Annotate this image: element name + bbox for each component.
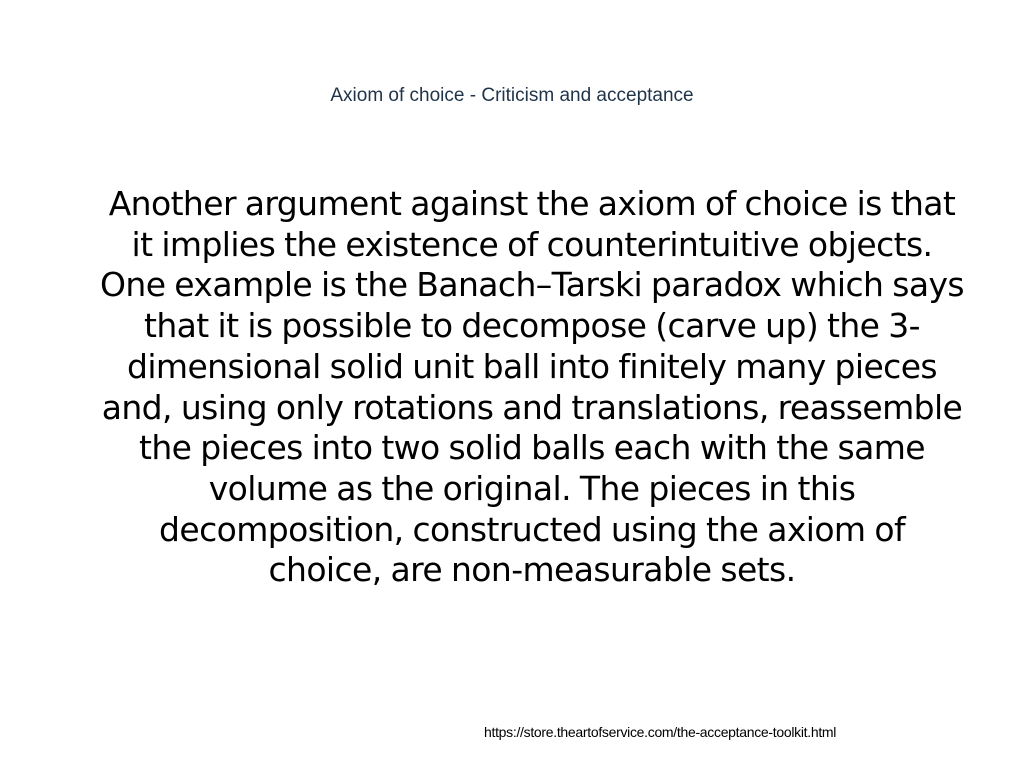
slide-body-text: Another argument against the axiom of choice is that it implies the existence of counterintuitive objects. One example is the Banach–Tarski paradox which says that it is possible to decompose (carve up) the 3-dimensional solid unit ball into finitely many pieces and, using only rotations and translations, reassemble the pieces into two solid balls each with the same volume as the original. The pieces in this decomposition, constructed using the axiom of choice, are non-measurable sets. bbox=[100, 184, 964, 590]
footer-link[interactable]: https://store.theartofservice.com/the-acceptance-toolkit.html bbox=[484, 724, 837, 740]
slide-title: Axiom of choice - Criticism and acceptance bbox=[330, 85, 694, 106]
